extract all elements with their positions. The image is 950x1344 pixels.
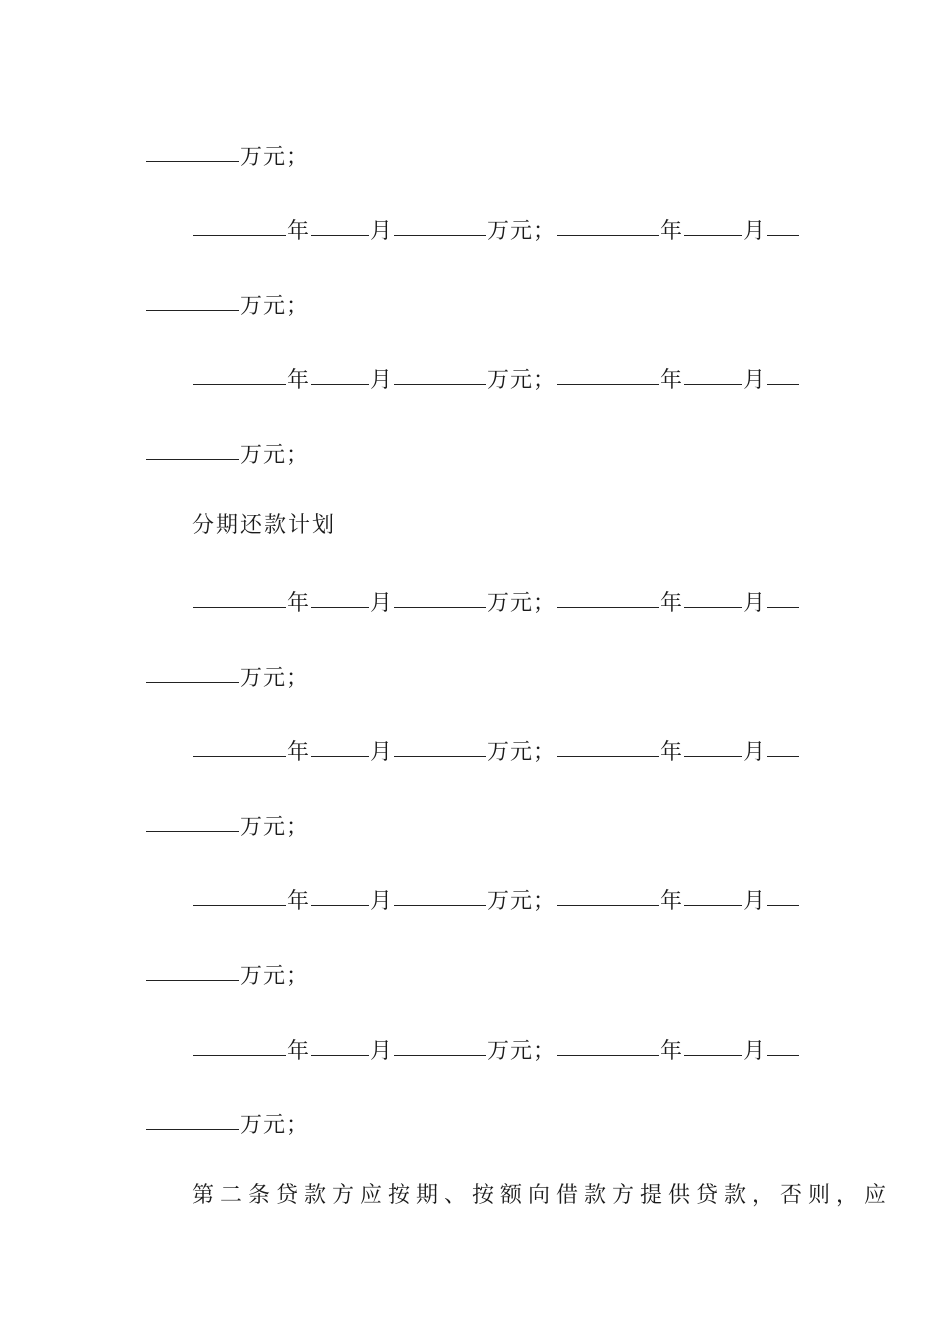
wan-yuan-label: 万元； bbox=[240, 294, 310, 319]
continuation-line bbox=[145, 809, 309, 839]
year-blank bbox=[557, 883, 659, 906]
amount-blank bbox=[394, 883, 486, 906]
month-label: 月 bbox=[743, 591, 767, 616]
month-blank bbox=[311, 213, 369, 236]
month-blank bbox=[311, 585, 369, 608]
amount-blank bbox=[146, 660, 239, 683]
amount-blank bbox=[394, 213, 486, 236]
year-blank bbox=[557, 362, 659, 385]
month-blank bbox=[311, 1033, 369, 1056]
month-label: 月 bbox=[370, 368, 394, 393]
amount-blank bbox=[394, 734, 486, 757]
year-blank bbox=[193, 1033, 286, 1056]
year-blank bbox=[193, 883, 286, 906]
schedule-line bbox=[192, 1033, 800, 1063]
month-label: 月 bbox=[743, 740, 767, 765]
wan-yuan-label: 万元； bbox=[487, 740, 557, 765]
year-blank bbox=[193, 213, 286, 236]
year-blank bbox=[557, 213, 659, 236]
month-blank bbox=[311, 883, 369, 906]
year-blank bbox=[557, 1033, 659, 1056]
wan-yuan-label: 万元； bbox=[240, 666, 310, 691]
amount-blank bbox=[394, 1033, 486, 1056]
month-blank bbox=[684, 734, 742, 757]
year-label: 年 bbox=[287, 219, 311, 244]
amount-blank bbox=[767, 883, 799, 906]
amount-blank bbox=[146, 288, 239, 311]
year-label: 年 bbox=[660, 889, 684, 914]
continuation-line bbox=[145, 1107, 309, 1137]
amount-blank bbox=[767, 585, 799, 608]
year-label: 年 bbox=[287, 740, 311, 765]
month-label: 月 bbox=[370, 889, 394, 914]
year-label: 年 bbox=[660, 591, 684, 616]
month-blank bbox=[684, 883, 742, 906]
month-label: 月 bbox=[370, 591, 394, 616]
amount-blank bbox=[146, 809, 239, 832]
amount-blank bbox=[394, 362, 486, 385]
year-blank bbox=[193, 362, 286, 385]
month-label: 月 bbox=[743, 368, 767, 393]
amount-blank bbox=[394, 585, 486, 608]
wan-yuan-label: 万元； bbox=[487, 591, 557, 616]
month-blank bbox=[684, 213, 742, 236]
year-label: 年 bbox=[287, 889, 311, 914]
month-blank bbox=[684, 1033, 742, 1056]
schedule-line bbox=[192, 883, 800, 913]
schedule-line bbox=[192, 362, 800, 392]
month-label: 月 bbox=[743, 889, 767, 914]
amount-blank bbox=[146, 1107, 239, 1130]
wan-yuan-label: 万元； bbox=[240, 815, 310, 840]
month-blank bbox=[684, 362, 742, 385]
month-blank bbox=[684, 585, 742, 608]
continuation-line bbox=[145, 958, 309, 988]
amount-blank bbox=[767, 1033, 799, 1056]
amount-blank bbox=[146, 437, 239, 460]
wan-yuan-label: 万元； bbox=[240, 964, 310, 989]
wan-yuan-label: 万元； bbox=[240, 145, 310, 170]
continuation-line bbox=[145, 288, 309, 318]
schedule-line bbox=[192, 734, 800, 764]
month-label: 月 bbox=[370, 219, 394, 244]
continuation-line bbox=[145, 437, 309, 467]
amount-blank bbox=[767, 362, 799, 385]
schedule-line bbox=[192, 585, 800, 615]
wan-yuan-label: 万元； bbox=[487, 219, 557, 244]
year-label: 年 bbox=[287, 591, 311, 616]
month-blank bbox=[311, 734, 369, 757]
year-label: 年 bbox=[287, 1039, 311, 1064]
year-label: 年 bbox=[287, 368, 311, 393]
year-blank bbox=[193, 734, 286, 757]
year-label: 年 bbox=[660, 1039, 684, 1064]
wan-yuan-label: 万元； bbox=[487, 368, 557, 393]
year-label: 年 bbox=[660, 219, 684, 244]
continuation-line bbox=[145, 660, 309, 690]
amount-blank bbox=[767, 213, 799, 236]
clause-paragraph: 第二条贷款方应按期、按额向借款方提供贷款，否则，应 bbox=[192, 1183, 893, 1208]
schedule-line bbox=[192, 213, 800, 243]
amount-blank bbox=[767, 734, 799, 757]
wan-yuan-label: 万元； bbox=[487, 889, 557, 914]
year-blank bbox=[557, 585, 659, 608]
month-blank bbox=[311, 362, 369, 385]
month-label: 月 bbox=[743, 1039, 767, 1064]
continuation-line bbox=[145, 139, 309, 169]
year-label: 年 bbox=[660, 740, 684, 765]
wan-yuan-label: 万元； bbox=[240, 1113, 310, 1138]
year-label: 年 bbox=[660, 368, 684, 393]
month-label: 月 bbox=[370, 1039, 394, 1064]
wan-yuan-label: 万元； bbox=[487, 1039, 557, 1064]
month-label: 月 bbox=[743, 219, 767, 244]
month-label: 月 bbox=[370, 740, 394, 765]
year-blank bbox=[557, 734, 659, 757]
year-blank bbox=[193, 585, 286, 608]
section-heading: 分期还款计划 bbox=[192, 513, 337, 538]
wan-yuan-label: 万元； bbox=[240, 443, 310, 468]
amount-blank bbox=[146, 958, 239, 981]
amount-blank bbox=[146, 139, 239, 162]
